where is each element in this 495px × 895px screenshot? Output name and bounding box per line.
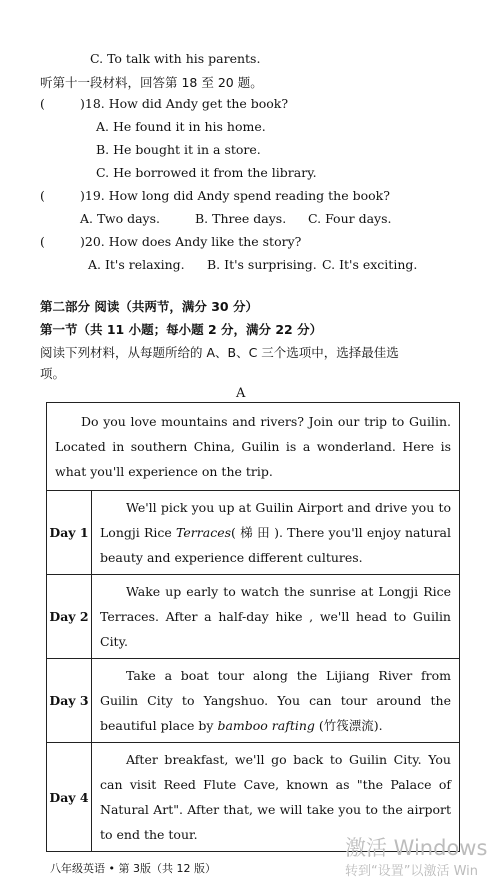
q19-question: )19. How long did Andy spend reading the book? [80, 188, 390, 203]
itinerary-day-row [47, 491, 460, 575]
day-1-text-before: We'll pick you up at Guilin Airport and drive you to Longji Rice [100, 500, 451, 540]
itinerary-intro-row [47, 403, 460, 491]
day-2-text-before: Wake up early to watch the sunrise at Longji Rice Terraces. After a half-day hike , we'll head to Guilin City. [100, 584, 451, 649]
passage-label: A [236, 386, 246, 401]
itinerary-intro-text: Do you love mountains and rivers? Join our trip to Guilin. Located in southern China, Guilin is a wonderland. Here is what you'll experience on the trip. [55, 414, 451, 479]
q18-option-b: B. He bought it in a store. [96, 142, 261, 157]
part2-heading: 第二部分 阅读（共两节，满分 30 分） [40, 299, 258, 314]
q19-option-a: A. Two days. [80, 211, 160, 226]
day-4-text-before: After breakfast, we'll go back to Guilin City. You can visit Reed Flute Cave, known as "the Palace of Natural Art". After that, we will take you to the airport to end the tour. [100, 752, 451, 842]
day-label: Day 4 [47, 743, 92, 852]
day-1-text [100, 495, 451, 570]
q19-option-b: B. Three days. [195, 211, 287, 226]
section11-instruction: 听第十一段材料，回答第 18 至 20 题。 [40, 75, 263, 90]
q18-question: )18. How did Andy get the book? [80, 96, 289, 111]
q18-answer-paren: ( [40, 96, 45, 111]
day-description [92, 575, 460, 659]
q18-option-a: A. He found it in his home. [96, 119, 266, 134]
itinerary-day-row [47, 575, 460, 659]
day-3-text-before: Take a boat tour along the Lijiang River from Guilin City to Yangshuo. You can tour around the beautiful place by [100, 668, 451, 733]
q20-option-c: C. It's exciting. [322, 257, 418, 272]
q20-answer-paren: ( [40, 234, 45, 249]
q20-question: )20. How does Andy like the story? [80, 234, 302, 249]
section1-heading: 第一节（共 11 小题；每小题 2 分，满分 22 分） [40, 322, 323, 337]
day-3-term: bamboo rafting [217, 718, 315, 733]
activation-watermark-subtitle: 转到“设置”以激活 Win [345, 864, 479, 879]
day-label: Day 3 [47, 659, 92, 743]
day-1-term: Terraces [176, 525, 232, 540]
q20-option-b: B. It's surprising. [207, 257, 317, 272]
q20-option-a: A. It's relaxing. [88, 257, 185, 272]
activation-watermark-title: 激活 Windows [345, 836, 488, 860]
page-footer: 八年级英语 • 第 3版（共 12 版） [50, 862, 216, 875]
day-3-text-after: (竹筏漂流). [314, 718, 383, 733]
itinerary-table [46, 402, 460, 852]
q19-answer-paren: ( [40, 188, 45, 203]
day-description [92, 659, 460, 743]
day-3-text [100, 663, 451, 738]
day-description [92, 491, 460, 575]
day-label: Day 2 [47, 575, 92, 659]
itinerary-intro [47, 403, 460, 491]
q17-option-c: C. To talk with his parents. [90, 51, 261, 66]
itinerary-day-row [47, 659, 460, 743]
q19-option-c: C. Four days. [308, 211, 392, 226]
q18-option-c: C. He borrowed it from the library. [96, 165, 317, 180]
reading-instruction-line2: 项。 [40, 366, 66, 381]
day-label: Day 1 [47, 491, 92, 575]
day-1-text-after: ( 梯 田 ). There you'll enjoy natural beauty and experience different cultures. [100, 525, 451, 565]
day-2-text [100, 579, 451, 654]
reading-instruction-line1: 阅读下列材料，从每题所给的 A、B、C 三个选项中，选择最佳选 [40, 345, 399, 360]
